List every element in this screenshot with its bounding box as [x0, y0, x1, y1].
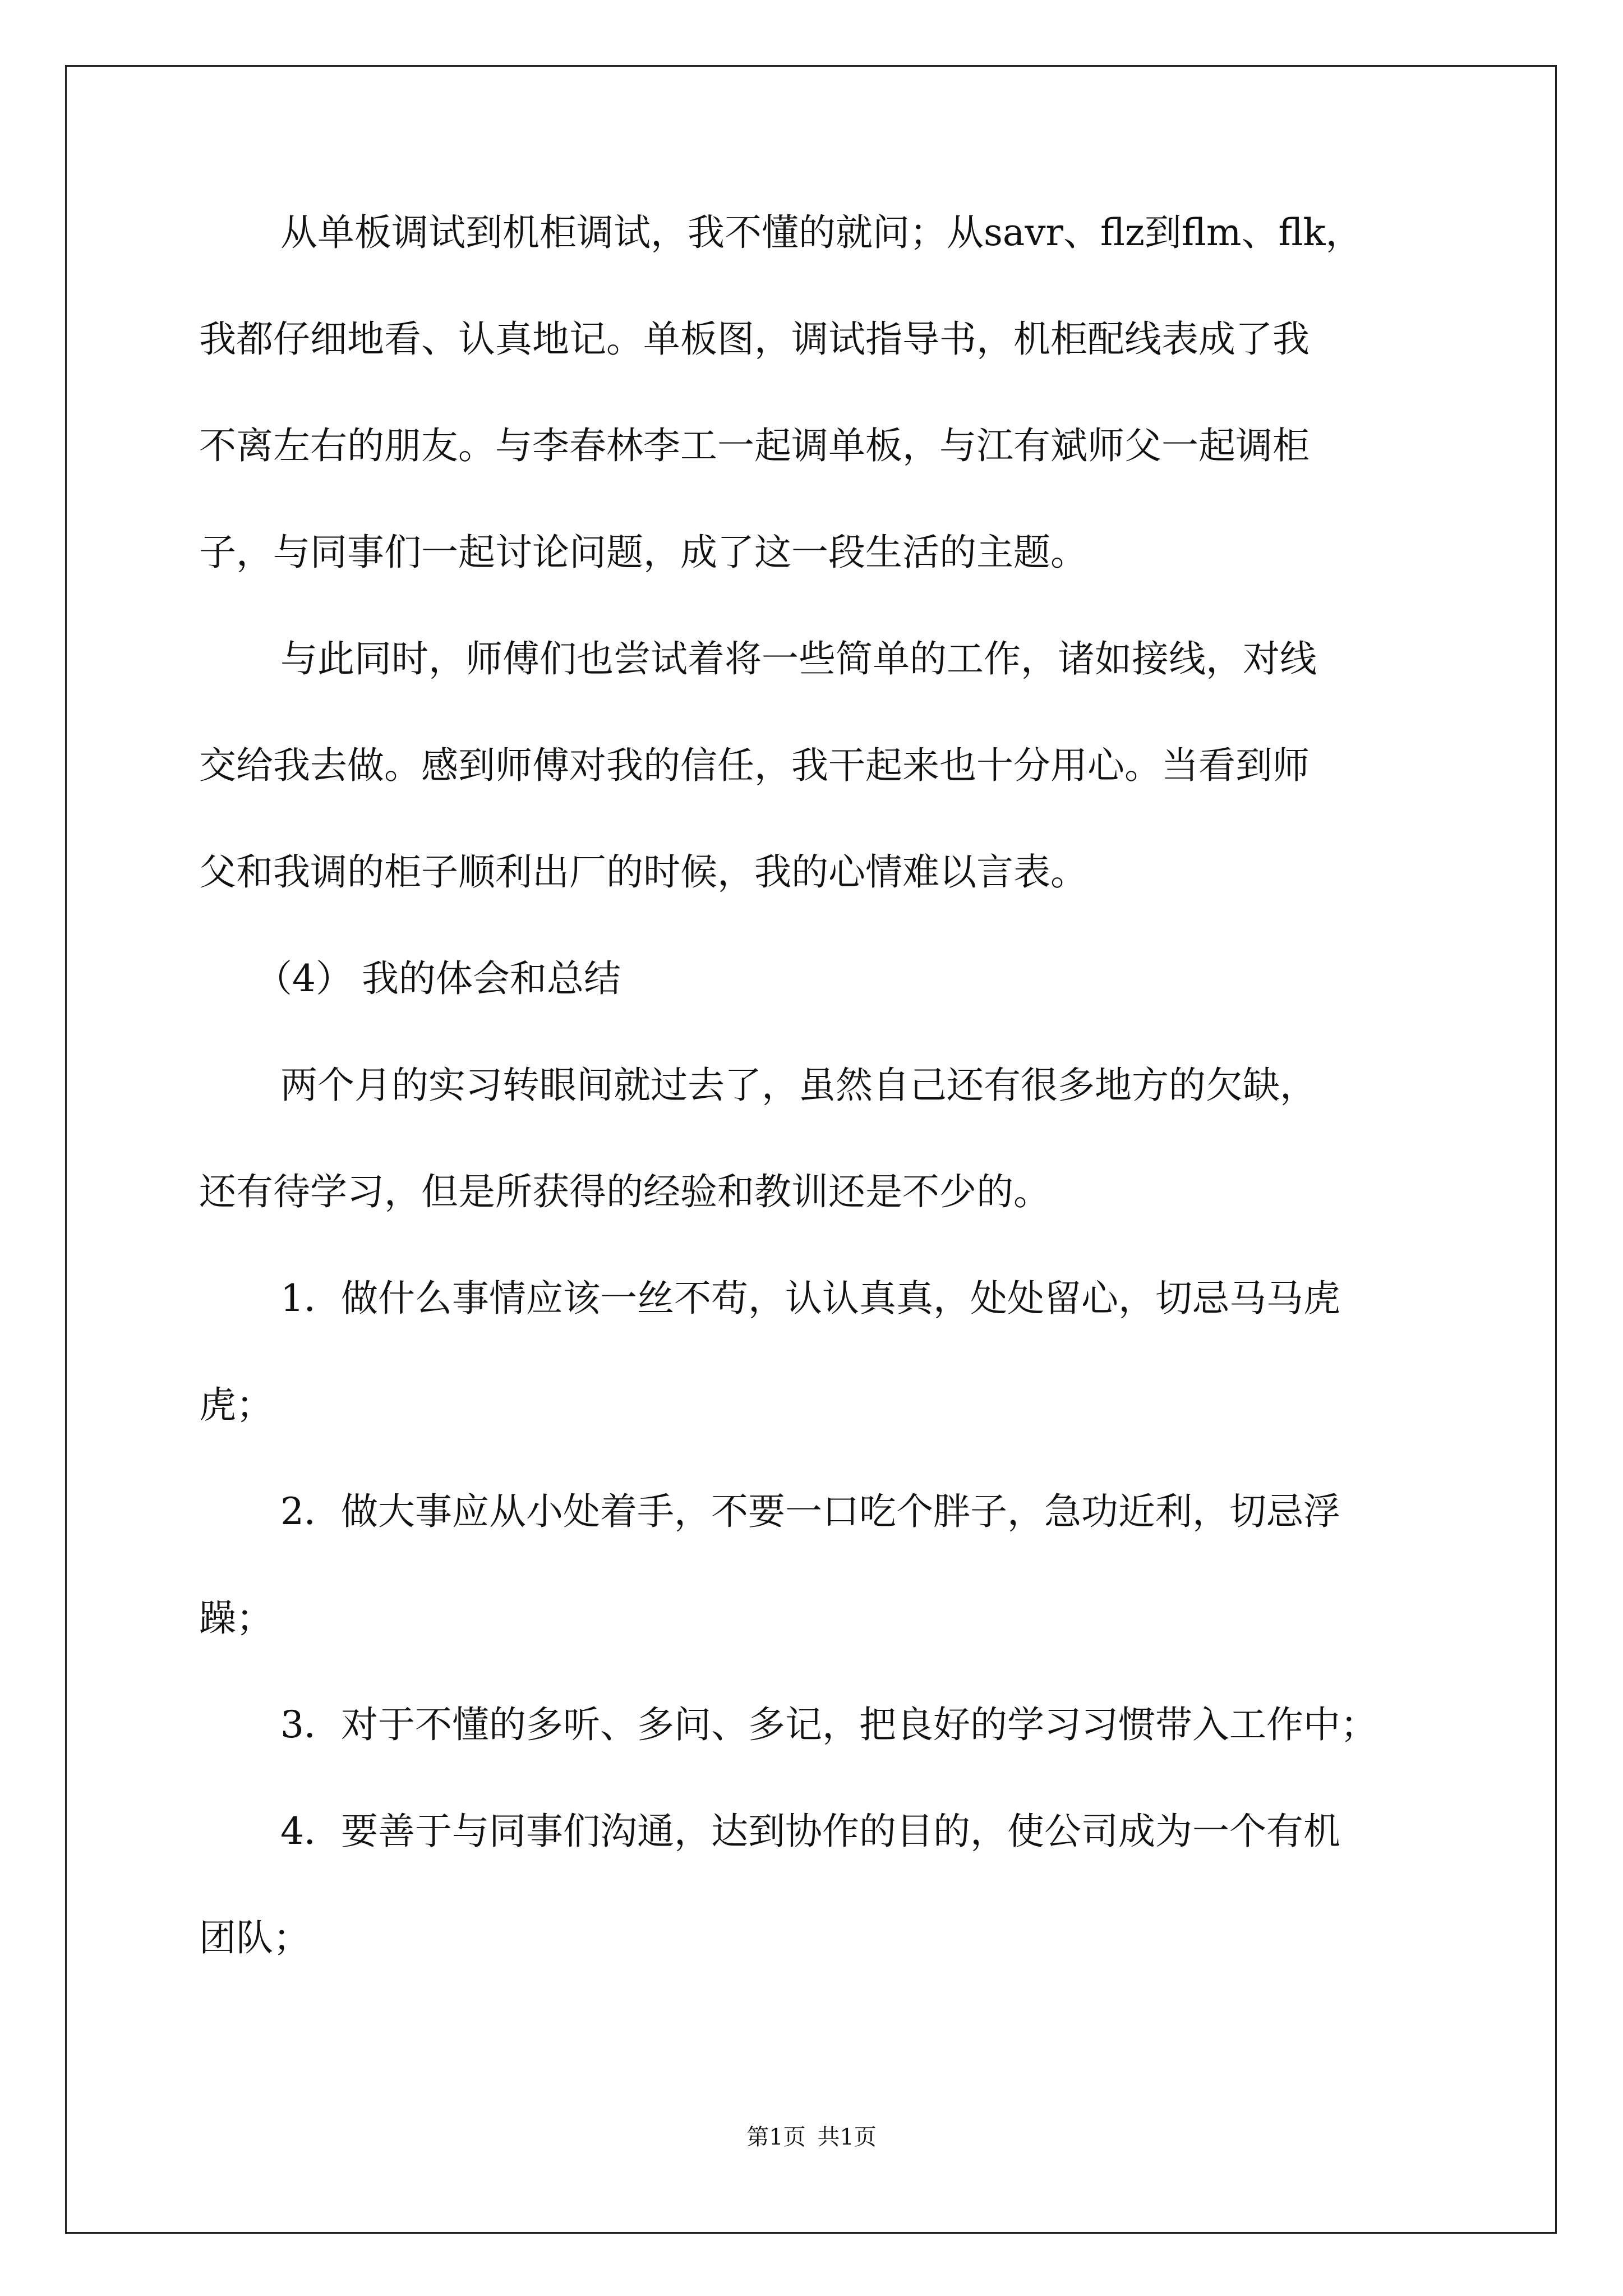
- list-item-line: 3．对于不懂的多听、多问、多记，把良好的学习习惯带入工作中；: [280, 1703, 1377, 1746]
- list-item-line: 团队；: [199, 1916, 310, 1959]
- paragraph-line: 两个月的实习转眼间就过去了，虽然自己还有很多地方的欠缺，: [280, 1064, 1317, 1107]
- paragraph-line: 从单板调试到机柜调试，我不懂的就问；从savr、flz到flm、flk，: [280, 211, 1363, 254]
- page-footer: [0, 2123, 1623, 2151]
- list-item-line: 躁；: [199, 1596, 273, 1640]
- paragraph-line: 交给我去做。感到师傅对我的信任，我干起来也十分用心。当看到师: [199, 744, 1310, 787]
- list-item-line: 1．做什么事情应该一丝不苟，认认真真，处处留心，切忌马马虎: [280, 1277, 1340, 1320]
- page-total: 共1页: [817, 2124, 877, 2150]
- section-heading-text: 我的体会和总结: [362, 957, 621, 1000]
- page-number: 第1页: [746, 2124, 806, 2150]
- paragraph-line: 与此同时，师傅们也尝试着将一些简单的工作，诸如接线，对线: [280, 637, 1317, 680]
- paragraph-line: 不离左右的朋友。与李春林李工一起调单板，与江有斌师父一起调柜: [199, 424, 1310, 467]
- list-item-line: 4．要善于与同事们沟通，达到协作的目的，使公司成为一个有机: [280, 1810, 1340, 1853]
- page-border: [65, 65, 1557, 2234]
- paragraph-line: 还有待学习，但是所获得的经验和教训还是不少的。: [199, 1170, 1050, 1213]
- paragraph-line: 父和我调的柜子顺利出厂的时候，我的心情难以言表。: [199, 850, 1087, 894]
- section-heading-number: （4）: [255, 957, 353, 1000]
- section-heading: [199, 954, 621, 1004]
- paragraph-line: 我都仔细地看、认真地记。单板图，调试指导书，机柜配线表成了我: [199, 318, 1310, 361]
- list-item-line: 虎；: [199, 1383, 273, 1427]
- paragraph-line: 子，与同事们一起讨论问题，成了这一段生活的主题。: [199, 531, 1087, 574]
- list-item-line: 2．做大事应从小处着手，不要一口吃个胖子，急功近利，切忌浮: [280, 1490, 1340, 1533]
